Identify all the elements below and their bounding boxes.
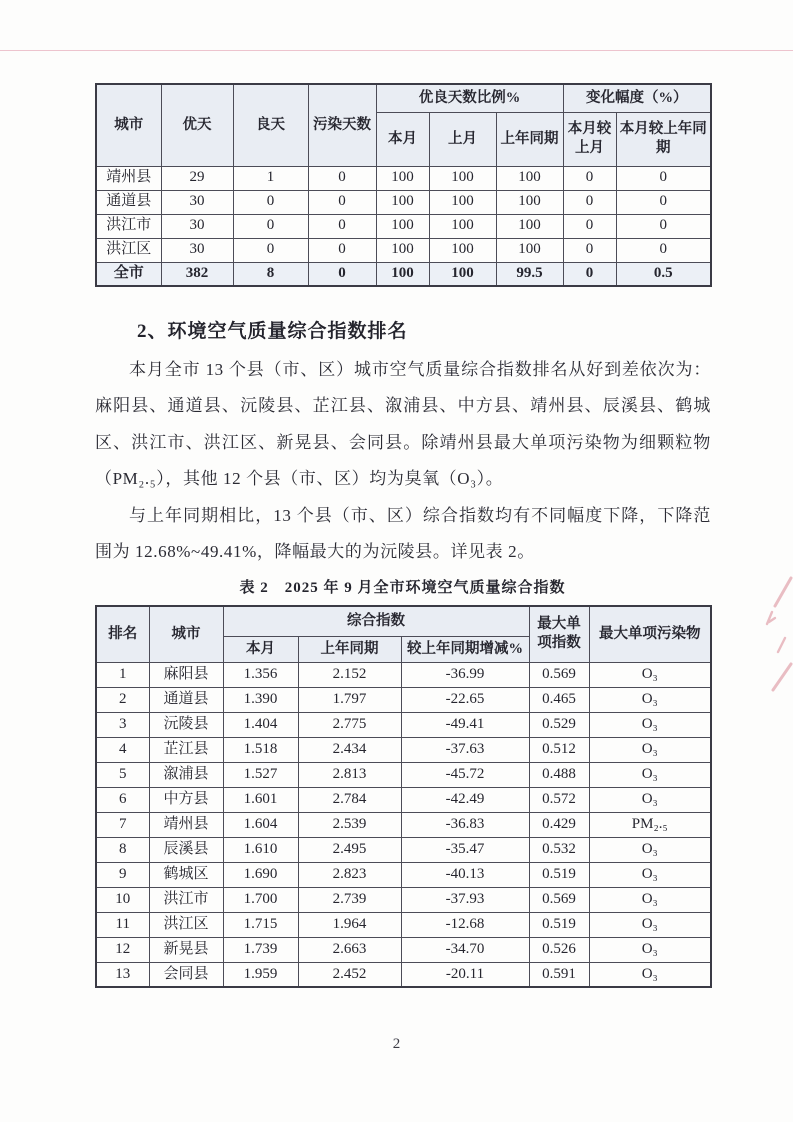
table-row	[96, 962, 711, 987]
table-cell: 1.715	[223, 912, 298, 937]
table-cell: 0	[233, 190, 308, 214]
table-cell: -12.68	[401, 912, 529, 937]
table-cell: 鹤城区	[149, 862, 223, 887]
table-cell: 靖州县	[96, 166, 161, 190]
table-cell: 2.452	[298, 962, 401, 987]
col-header-city: 城市	[96, 84, 161, 166]
table-cell: 0.429	[529, 812, 589, 837]
table-cell: 12	[96, 937, 149, 962]
table-cell: 0.512	[529, 737, 589, 762]
col-group-change: 变化幅度（%）	[563, 84, 711, 112]
table-cell: 2.434	[298, 737, 401, 762]
table-cell: O₃	[589, 912, 711, 937]
col-header-ratio-last-month: 上月	[429, 112, 496, 166]
table-cell: 麻阳县	[149, 662, 223, 687]
table-row	[96, 937, 711, 962]
composite-index-ranking-table	[95, 605, 712, 988]
table-cell: 100	[376, 166, 429, 190]
table-cell: 7	[96, 812, 149, 837]
table-cell: 洪江区	[96, 238, 161, 262]
table-cell: 沅陵县	[149, 712, 223, 737]
table-cell: 100	[429, 238, 496, 262]
table-cell: 1.690	[223, 862, 298, 887]
table-cell: 0.532	[529, 837, 589, 862]
table-cell: 30	[161, 214, 233, 238]
page-number: 2	[392, 1036, 401, 1052]
col-header-polluted-days: 污染天数	[308, 84, 376, 166]
table-cell: 2.663	[298, 937, 401, 962]
table-cell: O₃	[589, 837, 711, 862]
red-seal-fragment	[745, 572, 793, 722]
table-row	[96, 214, 711, 238]
table-cell: 100	[429, 190, 496, 214]
table-cell: 100	[496, 238, 563, 262]
table-cell: 0	[616, 166, 711, 190]
table-cell: 1.601	[223, 787, 298, 812]
table-row	[96, 912, 711, 937]
table-cell: 芷江县	[149, 737, 223, 762]
table-cell: 4	[96, 737, 149, 762]
table-cell: 洪江区	[149, 912, 223, 937]
table-cell: 0.572	[529, 787, 589, 812]
table-cell: 辰溪县	[149, 837, 223, 862]
table-cell: PM₂.₅	[589, 812, 711, 837]
table-cell: 0.465	[529, 687, 589, 712]
table-row	[96, 238, 711, 262]
table2-caption: 表 2 2025 年 9 月全市环境空气质量综合指数	[239, 580, 566, 596]
col-header-city: 城市	[149, 606, 223, 662]
table-row	[96, 166, 711, 190]
table-cell: 0	[563, 166, 616, 190]
table-cell: 0	[563, 214, 616, 238]
table-cell: O₃	[589, 687, 711, 712]
table-cell: 溆浦县	[149, 762, 223, 787]
table-row	[96, 862, 711, 887]
table-cell: 99.5	[496, 262, 563, 286]
table-cell: 0	[616, 214, 711, 238]
section-heading: 2、环境空气质量综合指数排名	[137, 321, 408, 342]
table-row	[96, 712, 711, 737]
table-cell: -37.63	[401, 737, 529, 762]
col-header-good-days: 良天	[233, 84, 308, 166]
table-cell: 10	[96, 887, 149, 912]
table-cell: 100	[429, 166, 496, 190]
table-cell: 8	[233, 262, 308, 286]
table-cell: 8	[96, 837, 149, 862]
table-cell: -36.99	[401, 662, 529, 687]
table-cell: 0	[563, 190, 616, 214]
table-cell: 0	[616, 238, 711, 262]
table-cell: 通道县	[96, 190, 161, 214]
table-cell: O₃	[589, 937, 711, 962]
table-cell: 2.823	[298, 862, 401, 887]
table-cell: 3	[96, 712, 149, 737]
table-cell: 0	[308, 238, 376, 262]
scan-artifact-line	[0, 50, 793, 51]
table-cell: -20.11	[401, 962, 529, 987]
table-cell: 0.569	[529, 887, 589, 912]
table-cell: 2.152	[298, 662, 401, 687]
table-cell: 1.518	[223, 737, 298, 762]
paragraph: 本月全市 13 个县（市、区）城市空气质量综合指数排名从好到差依次为：麻阳县、通道县、沅陵县、芷江县、溆浦县、中方县、靖州县、辰溪县、鹤城区、洪江市、洪江区、新晃县、会同县。除靖州县最大单项污染物为细颗粒物（PM₂.₅），其他 12 个县（市、区）均为臭氧（O₃）。	[95, 360, 711, 489]
table-cell: 100	[429, 262, 496, 286]
table-cell: O₃	[589, 762, 711, 787]
table-cell: O₃	[589, 862, 711, 887]
table-cell: 1	[96, 662, 149, 687]
table-cell: 1.610	[223, 837, 298, 862]
table-cell: 0	[308, 262, 376, 286]
col-header-ratio-month: 本月	[376, 112, 429, 166]
table-cell: 1.700	[223, 887, 298, 912]
table-cell: O₃	[589, 737, 711, 762]
air-quality-days-table	[95, 83, 712, 287]
table-cell: 382	[161, 262, 233, 286]
table-cell: 0.519	[529, 862, 589, 887]
table-row	[96, 762, 711, 787]
table-cell: 1	[233, 166, 308, 190]
table-cell: 0.529	[529, 712, 589, 737]
col-group-ratio: 优良天数比例%	[376, 84, 563, 112]
table-cell: 2	[96, 687, 149, 712]
table-cell: 13	[96, 962, 149, 987]
col-header-max-single-index: 最大单项指数	[529, 606, 589, 662]
table-cell: 0.519	[529, 912, 589, 937]
table-cell: O₃	[589, 712, 711, 737]
table-row	[96, 812, 711, 837]
table-cell: O₃	[589, 787, 711, 812]
table-cell: 0	[233, 214, 308, 238]
table-row	[96, 190, 711, 214]
table-cell: 2.813	[298, 762, 401, 787]
table-cell: 100	[496, 214, 563, 238]
table-cell: 0.5	[616, 262, 711, 286]
table-cell: 靖州县	[149, 812, 223, 837]
table-cell: -49.41	[401, 712, 529, 737]
table-cell: 100	[376, 238, 429, 262]
table-cell: 11	[96, 912, 149, 937]
table-row	[96, 887, 711, 912]
table-cell: 5	[96, 762, 149, 787]
table-row	[96, 837, 711, 862]
table-cell: 30	[161, 238, 233, 262]
table-cell: 中方县	[149, 787, 223, 812]
table-cell: 2.495	[298, 837, 401, 862]
table-cell: O₃	[589, 887, 711, 912]
table-cell: 0	[563, 238, 616, 262]
body-text	[95, 352, 711, 570]
table-cell: 0	[308, 166, 376, 190]
col-header-rank: 排名	[96, 606, 149, 662]
table-cell: -34.70	[401, 937, 529, 962]
table-cell: 1.739	[223, 937, 298, 962]
col-header-yoy-change: 较上年同期增减%	[401, 636, 529, 662]
table-cell: -40.13	[401, 862, 529, 887]
table-cell: 100	[496, 166, 563, 190]
table-cell: 洪江市	[96, 214, 161, 238]
table-cell: -42.49	[401, 787, 529, 812]
table-cell: 全市	[96, 262, 161, 286]
table-cell: 1.959	[223, 962, 298, 987]
col-header-ratio-last-year: 上年同期	[496, 112, 563, 166]
table-cell: 1.604	[223, 812, 298, 837]
table-cell: 会同县	[149, 962, 223, 987]
table-cell: 9	[96, 862, 149, 887]
table-cell: O₃	[589, 962, 711, 987]
table-cell: 洪江市	[149, 887, 223, 912]
table-cell: -22.65	[401, 687, 529, 712]
table-cell: 1.390	[223, 687, 298, 712]
table-cell: 30	[161, 190, 233, 214]
table-cell: 0.488	[529, 762, 589, 787]
col-header-max-pollutant: 最大单项污染物	[589, 606, 711, 662]
table-cell: 0.569	[529, 662, 589, 687]
table-cell: 100	[376, 262, 429, 286]
table-cell: 0.591	[529, 962, 589, 987]
table-total-row	[96, 262, 711, 286]
table-cell: 100	[496, 190, 563, 214]
table-row	[96, 662, 711, 687]
col-header-excellent-days: 优天	[161, 84, 233, 166]
table-cell: 0	[563, 262, 616, 286]
col-header-index-last-year: 上年同期	[298, 636, 401, 662]
table-cell: O₃	[589, 662, 711, 687]
table-cell: -37.93	[401, 887, 529, 912]
table-row	[96, 687, 711, 712]
table-cell: 2.784	[298, 787, 401, 812]
table-cell: 2.539	[298, 812, 401, 837]
paragraph: 与上年同期相比，13 个县（市、区）综合指数均有不同幅度下降，下降范围为 12.68%~49.41%，降幅最大的为沅陵县。详见表 2。	[95, 505, 711, 562]
table-cell: -36.83	[401, 812, 529, 837]
table-cell: 新晃县	[149, 937, 223, 962]
table-cell: -45.72	[401, 762, 529, 787]
table-cell: -35.47	[401, 837, 529, 862]
col-header-index-month: 本月	[223, 636, 298, 662]
col-header-change-yoy: 本月较上年同期	[616, 112, 711, 166]
table-cell: 100	[376, 214, 429, 238]
col-group-composite-index: 综合指数	[223, 606, 529, 636]
table-cell: 1.356	[223, 662, 298, 687]
table-cell: 1.527	[223, 762, 298, 787]
table-cell: 0.526	[529, 937, 589, 962]
table-cell: 6	[96, 787, 149, 812]
table-cell: 1.404	[223, 712, 298, 737]
table-row	[96, 787, 711, 812]
table-cell: 2.739	[298, 887, 401, 912]
table-cell: 100	[376, 190, 429, 214]
table-cell: 0	[308, 190, 376, 214]
col-header-change-mom: 本月较上月	[563, 112, 616, 166]
table-cell: 2.775	[298, 712, 401, 737]
table-row	[96, 737, 711, 762]
table-cell: 0	[233, 238, 308, 262]
table-cell: 29	[161, 166, 233, 190]
table-cell: 0	[616, 190, 711, 214]
table-cell: 0	[308, 214, 376, 238]
table-cell: 1.964	[298, 912, 401, 937]
table-cell: 通道县	[149, 687, 223, 712]
table-cell: 1.797	[298, 687, 401, 712]
table-cell: 100	[429, 214, 496, 238]
